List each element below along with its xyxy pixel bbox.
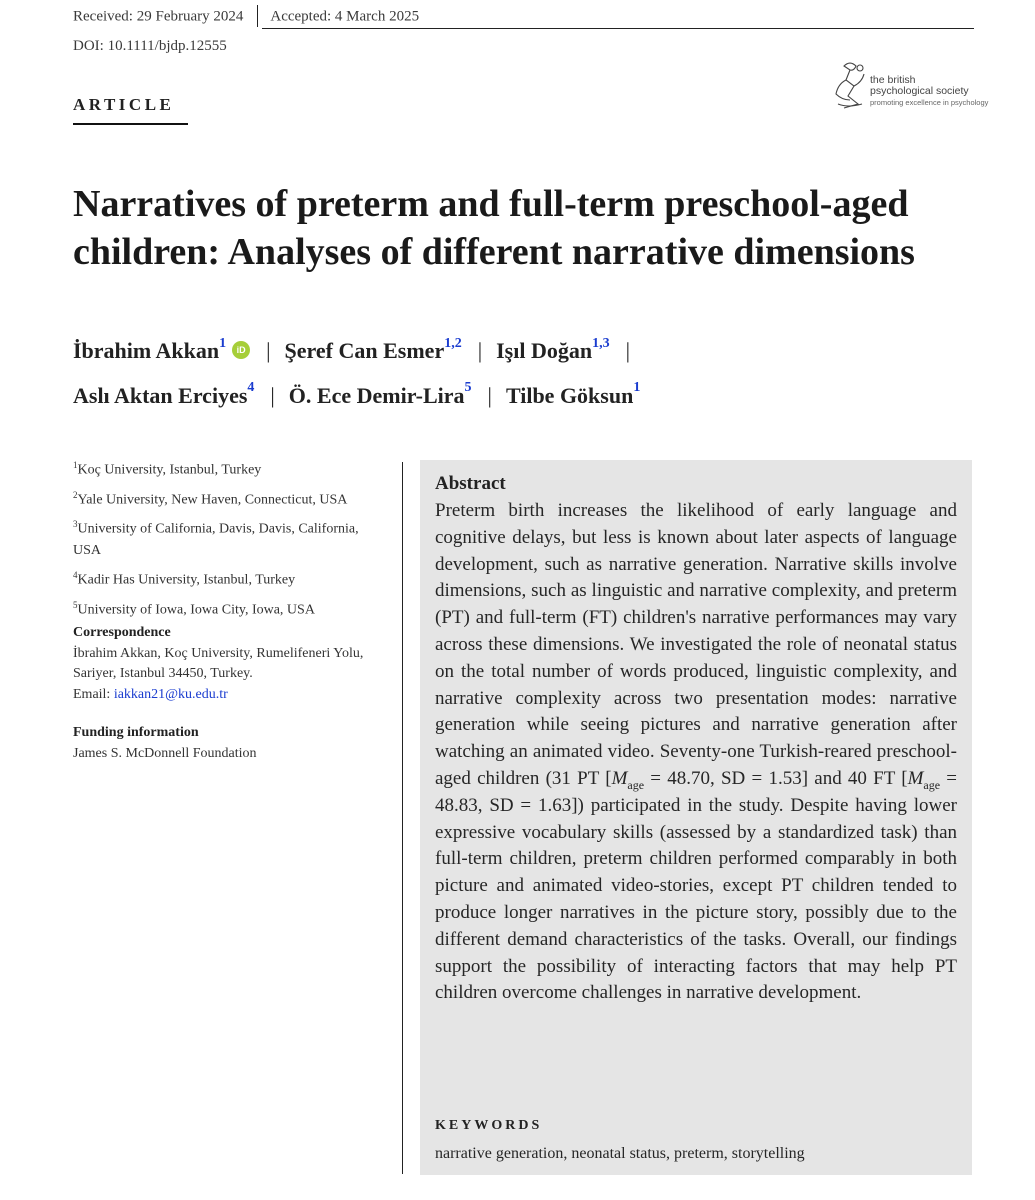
header-divider	[257, 5, 258, 27]
author-affiliation-ref[interactable]: 4	[247, 380, 255, 396]
author-list	[73, 327, 973, 416]
author-separator: |	[477, 338, 483, 364]
abstract-text: Preterm birth increases the likelihood of early language and cognitive delays, but less is known about later aspects of language development, such as narrative generation. Narrative skills involve dimensions, such as linguistic and narrative complexity, and preterm (PT) and full-term (FT) children's narrative performances may vary across these dimensions. We investigated the role of neonatal status on the total number of words produced, linguistic complexity, and narrative complexity across two presentation modes: narrative generation while seeing pictures and narrative generation after watching an animated video. Seventy-one Turkish-reared preschool-aged children (31 PT [$M_{age} = 48.70$, SD = 1.53] and 40 FT [$M_{age} = 48.83$, SD = 1.63]) participated in the study. Despite having lower expressive vocabulary skills (assessed by a standardized task) than full-term children, preterm children performed comparably in both picture and animated video-stories, except PT children tended to produce longer narratives in the picture story, possibly due to the different demand characteristics of the tasks. Overall, our findings support the possibility of interacting factors that may help PT children overcome challenges in narrative development.	[435, 500, 957, 1004]
author-affiliation-ref[interactable]: 1	[219, 336, 227, 351]
author-name[interactable]: İbrahim Akkan$^1$	[73, 336, 227, 364]
affiliation-item: $^4$Kadir Has University, Istanbul, Turkey	[73, 569, 296, 588]
author-affiliation-ref[interactable]: 5	[464, 380, 472, 396]
author-affiliation-ref[interactable]: 1	[633, 380, 641, 396]
author-name[interactable]: Aslı Aktan Erciyes$^4$	[73, 380, 255, 408]
publication-dates	[73, 6, 419, 28]
author-separator: |	[487, 382, 492, 408]
author-affiliation-ref[interactable]: 1,2	[444, 336, 462, 351]
abstract-heading: Abstract	[435, 473, 506, 494]
author-affiliation-ref[interactable]: 1,3	[592, 336, 610, 351]
author-separator: |	[270, 382, 275, 408]
author-separator: |	[625, 338, 630, 364]
logo-tagline: promoting excellence in psychology	[870, 98, 989, 107]
keywords-list: narrative generation, neonatal status, preterm, storytelling	[435, 1145, 805, 1162]
logo-line-2: psychological society	[870, 85, 969, 97]
psyche-figure-icon	[830, 58, 868, 112]
article-rule	[73, 123, 188, 125]
correspondence-email-line: Email: iakkan21@ku.edu.tr	[73, 686, 228, 702]
author-name[interactable]: Tilbe Göksun$^1$	[505, 380, 641, 408]
keywords-heading: KEYWORDS	[435, 1118, 543, 1133]
header-rule	[262, 28, 974, 29]
correspondence-heading: Correspondence	[73, 625, 171, 640]
author-name[interactable]: Işıl Doğan$^{1,3}$	[496, 336, 610, 364]
affiliation-item: $^5$University of Iowa, Iowa City, Iowa, USA	[73, 599, 315, 618]
affiliation-item: $^3$University of California, Davis, Davis, California, USA	[73, 519, 359, 558]
correspondence	[73, 623, 373, 705]
bps-logo	[830, 58, 989, 114]
funding-heading: Funding information	[73, 725, 199, 740]
affiliations	[73, 455, 373, 624]
orcid-icon[interactable]: iD	[232, 341, 250, 359]
column-divider	[402, 462, 403, 1174]
author-name[interactable]: Şeref Can Esmer$^{1,2}$	[284, 336, 462, 364]
affiliation-item: $^1$Koç University, Istanbul, Turkey	[73, 460, 262, 478]
funding-text: James S. McDonnell Foundation	[73, 745, 257, 761]
correspondence-address: İbrahim Akkan, Koç University, Rumelifeneri Yolu, Sariyer, Istanbul 34450, Turkey.	[73, 645, 364, 681]
accepted-date: Accepted: 4 March 2025	[270, 8, 420, 25]
received-date: Received: 29 February 2024	[73, 8, 244, 25]
author-name[interactable]: Ö. Ece Demir-Lira$^5$	[288, 380, 472, 408]
affiliation-item: $^2$Yale University, New Haven, Connecticut, USA	[73, 489, 348, 508]
logo-line-1: the british	[870, 74, 916, 86]
doi[interactable]: DOI: 10.1111/bjdp.12555	[73, 38, 227, 54]
article-type-label: ARTICLE	[73, 95, 175, 114]
author-separator: |	[266, 338, 271, 364]
paper-title: Narratives of preterm and full-term preschool-aged children: Analyses of different narrative dimensions	[73, 183, 915, 273]
funding	[73, 723, 373, 764]
email-link[interactable]: iakkan21@ku.edu.tr	[113, 686, 228, 702]
